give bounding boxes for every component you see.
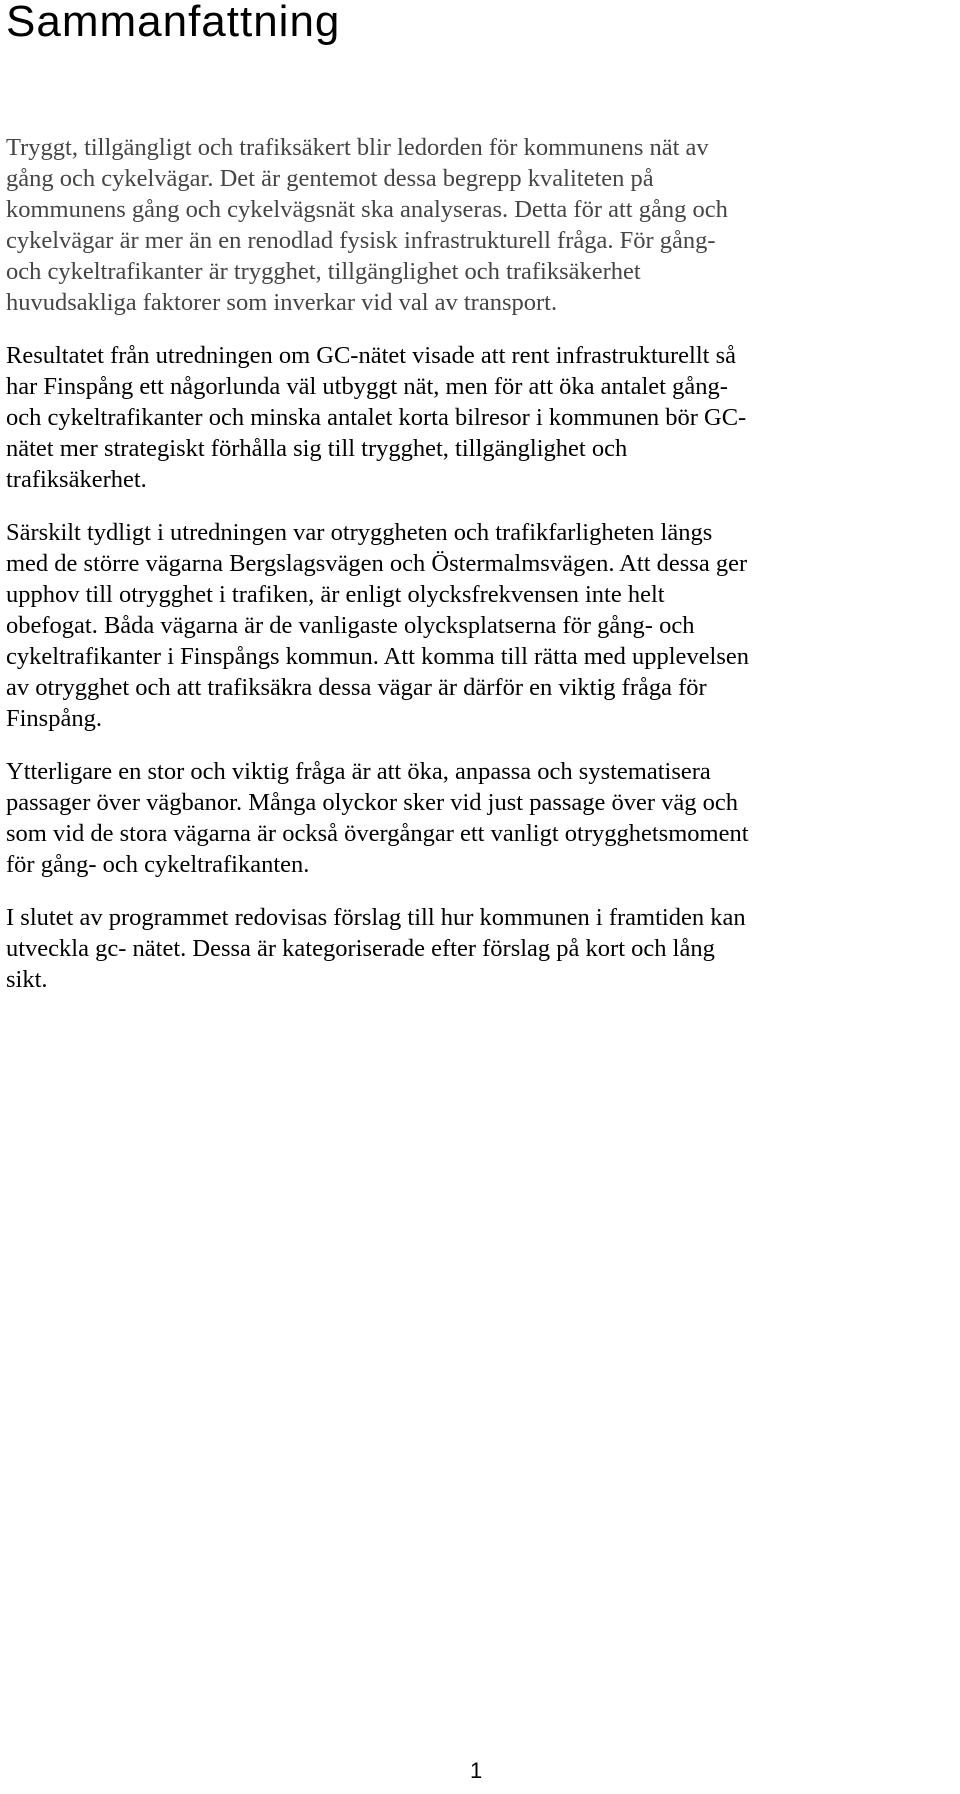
paragraph-line: I slutet av programmet redovisas förslag till hur kommunen i framtiden kan bbox=[6, 904, 746, 931]
paragraph-line: Ytterligare en stor och viktig fråga är att öka, anpassa och systematisera bbox=[6, 758, 711, 785]
paragraph-result bbox=[6, 340, 926, 495]
paragraph-line: Tryggt, tillgängligt och trafiksäkert blir ledorden för kommunens nät av bbox=[6, 134, 709, 161]
paragraph-line: nätet mer strategiskt förhålla sig till trygghet, tillgänglighet och bbox=[6, 435, 628, 462]
paragraph-line: av otrygghet och att trafiksäkra dessa vägar är därför en viktig fråga för bbox=[6, 674, 707, 701]
paragraph-line: Särskilt tydligt i utredningen var otryggheten och trafikfarligheten längs bbox=[6, 519, 713, 546]
paragraph-line: Finspång. bbox=[6, 705, 102, 732]
paragraph-line: gång och cykelvägar. Det är gentemot dessa begrepp kvaliteten på bbox=[6, 165, 654, 192]
paragraph-line: och cykeltrafikanter är trygghet, tillgänglighet och trafiksäkerhet bbox=[6, 258, 641, 285]
paragraph-line: huvudsakliga faktorer som inverkar vid val av transport. bbox=[6, 289, 558, 316]
paragraph-line: obefogat. Båda vägarna är de vanligaste olycksplatserna för gång- och bbox=[6, 612, 695, 639]
paragraph-line: cykelvägar är mer än en renodlad fysisk infrastrukturell fråga. För gång- bbox=[6, 227, 716, 254]
paragraph-line: utveckla gc- nätet. Dessa är kategoriserade efter förslag på kort och lång bbox=[6, 935, 715, 962]
paragraph-line: upphov till otrygghet i trafiken, är enligt olycksfrekvensen inte helt bbox=[6, 581, 665, 608]
paragraph-roads bbox=[6, 517, 926, 734]
page-title: Sammanfattning bbox=[6, 0, 341, 46]
paragraph-line: kommunens gång och cykelvägsnät ska analyseras. Detta för att gång och bbox=[6, 196, 728, 223]
paragraph-line: passager över vägbanor. Många olyckor sker vid just passage över väg och bbox=[6, 789, 739, 816]
paragraph-line: trafiksäkerhet. bbox=[6, 466, 147, 493]
document-body bbox=[6, 132, 926, 1017]
paragraph-line: Resultatet från utredningen om GC-nätet visade att rent infrastrukturellt så bbox=[6, 342, 737, 369]
paragraph-line: med de större vägarna Bergslagsvägen och Östermalmsvägen. Att dessa ger bbox=[6, 550, 748, 577]
paragraph-proposals bbox=[6, 902, 926, 995]
paragraph-intro bbox=[6, 132, 926, 318]
paragraph-line: sikt. bbox=[6, 966, 48, 993]
paragraph-line: som vid de stora vägarna är också övergångar ett vanligt otrygghetsmoment bbox=[6, 820, 749, 847]
paragraph-crossings bbox=[6, 756, 926, 880]
paragraph-line: har Finspång ett någorlunda väl utbyggt nät, men för att öka antalet gång- bbox=[6, 373, 728, 400]
paragraph-line: cykeltrafikanter i Finspångs kommun. Att komma till rätta med upplevelsen bbox=[6, 643, 750, 670]
paragraph-line: och cykeltrafikanter och minska antalet korta bilresor i kommunen bör GC- bbox=[6, 404, 747, 431]
page-number: 1 bbox=[470, 1758, 483, 1783]
paragraph-line: för gång- och cykeltrafikanten. bbox=[6, 851, 310, 878]
